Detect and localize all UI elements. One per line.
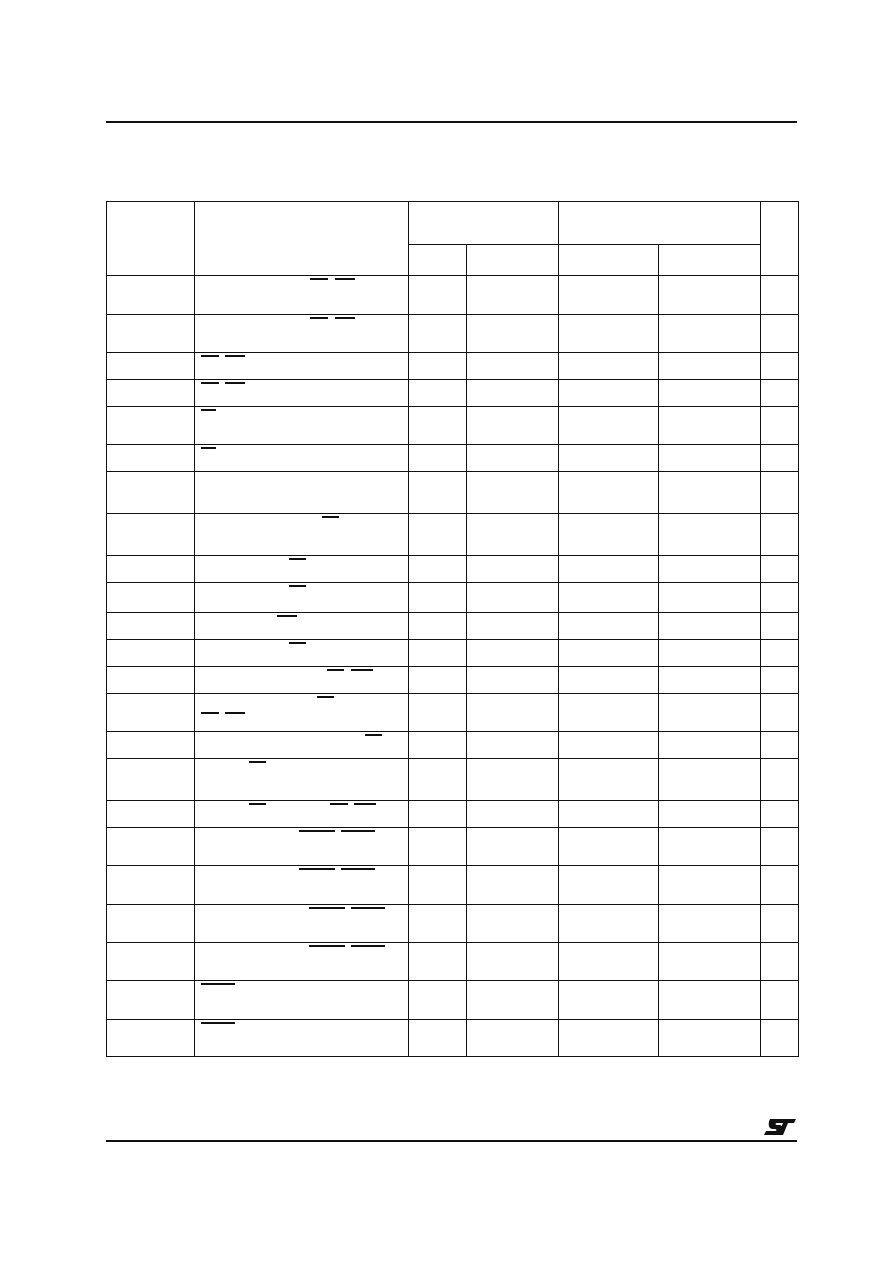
- table-cell: [559, 866, 659, 905]
- timing-table: [106, 201, 799, 1057]
- table-cell: [659, 828, 761, 866]
- table-cell: [761, 1020, 799, 1057]
- table-cell: [559, 613, 659, 640]
- table-cell: [409, 407, 467, 445]
- table-cell: [409, 514, 467, 556]
- table-cell: [761, 801, 799, 828]
- table-cell: [107, 472, 195, 514]
- table-cell: [559, 556, 659, 583]
- table-cell: [467, 276, 559, 315]
- table-cell: [467, 445, 559, 472]
- table-row: [107, 613, 799, 640]
- table-cell: [559, 1020, 659, 1057]
- table-cell: [107, 828, 195, 866]
- table-cell: [559, 694, 659, 732]
- table-cell: [761, 905, 799, 943]
- table-cell: [195, 583, 409, 613]
- table-cell: [467, 583, 559, 613]
- header-cell-a-min: [409, 245, 467, 276]
- table-cell: [107, 315, 195, 353]
- table-cell: [409, 315, 467, 353]
- table-cell: [107, 640, 195, 667]
- table-cell: [467, 828, 559, 866]
- table-cell: [659, 943, 761, 981]
- overbar-mark: [289, 642, 306, 644]
- st-logo-icon: [763, 1117, 797, 1137]
- table-cell: [761, 694, 799, 732]
- table-cell: [195, 640, 409, 667]
- table-cell: [761, 583, 799, 613]
- table-cell: [107, 276, 195, 315]
- table-row: [107, 732, 799, 759]
- table-cell: [195, 276, 409, 315]
- overbar-mark: [225, 712, 245, 714]
- overbar-mark: [335, 278, 355, 280]
- table-cell: [409, 759, 467, 801]
- table-cell: [659, 801, 761, 828]
- table-cell: [559, 801, 659, 828]
- table-cell: [559, 353, 659, 380]
- table-cell: [409, 694, 467, 732]
- table-cell: [761, 943, 799, 981]
- table-cell: [107, 694, 195, 732]
- table-cell: [409, 1020, 467, 1057]
- table-row: [107, 514, 799, 556]
- table-cell: [559, 407, 659, 445]
- table-row: [107, 583, 799, 613]
- table-cell: [409, 472, 467, 514]
- table-cell: [195, 1020, 409, 1057]
- table-cell: [559, 667, 659, 694]
- overbar-mark: [299, 830, 335, 832]
- table-cell: [559, 640, 659, 667]
- header-cell-group-a: [409, 202, 559, 245]
- table-cell: [409, 667, 467, 694]
- table-cell: [409, 905, 467, 943]
- overbar-mark: [310, 317, 328, 319]
- table-cell: [107, 759, 195, 801]
- table-cell: [467, 407, 559, 445]
- table-cell: [107, 353, 195, 380]
- table-cell: [195, 943, 409, 981]
- footer-rule: [106, 1140, 797, 1142]
- table-cell: [659, 315, 761, 353]
- table-cell: [107, 667, 195, 694]
- table-cell: [467, 514, 559, 556]
- overbar-mark: [309, 945, 345, 947]
- table-cell: [195, 905, 409, 943]
- overbar-mark: [317, 696, 334, 698]
- table-cell: [467, 732, 559, 759]
- overbar-mark: [289, 558, 306, 560]
- table-cell: [409, 981, 467, 1020]
- table-row: [107, 759, 799, 801]
- table-cell: [659, 759, 761, 801]
- table-cell: [107, 981, 195, 1020]
- table-cell: [107, 732, 195, 759]
- overbar-mark: [277, 615, 297, 617]
- overbar-mark: [322, 516, 339, 518]
- overbar-mark: [309, 907, 345, 909]
- table-cell: [659, 556, 761, 583]
- table-cell: [761, 613, 799, 640]
- overbar-mark: [351, 945, 385, 947]
- table-cell: [559, 732, 659, 759]
- header-cell-unit: [761, 202, 799, 276]
- table-row: [107, 981, 799, 1020]
- table-cell: [659, 1020, 761, 1057]
- table-cell: [659, 514, 761, 556]
- table-cell: [559, 905, 659, 943]
- table-cell: [467, 380, 559, 407]
- overbar-mark: [225, 382, 245, 384]
- overbar-mark: [201, 712, 219, 714]
- table-cell: [467, 905, 559, 943]
- table-cell: [195, 514, 409, 556]
- table-cell: [559, 276, 659, 315]
- overbar-mark: [289, 585, 306, 587]
- table-cell: [195, 556, 409, 583]
- table-cell: [559, 514, 659, 556]
- table-cell: [467, 556, 559, 583]
- table-cell: [107, 801, 195, 828]
- table-cell: [467, 613, 559, 640]
- table-row: [107, 315, 799, 353]
- table-cell: [467, 801, 559, 828]
- table-cell: [761, 556, 799, 583]
- table-row: [107, 905, 799, 943]
- table-cell: [467, 1020, 559, 1057]
- table-cell: [761, 759, 799, 801]
- overbar-mark: [351, 669, 373, 671]
- overbar-mark: [201, 983, 235, 985]
- table-cell: [195, 353, 409, 380]
- overbar-mark: [201, 1022, 235, 1024]
- overbar-mark: [249, 761, 266, 763]
- table-cell: [107, 407, 195, 445]
- table-cell: [195, 732, 409, 759]
- table-cell: [761, 828, 799, 866]
- table-cell: [409, 640, 467, 667]
- table-cell: [659, 640, 761, 667]
- table-cell: [409, 583, 467, 613]
- overbar-mark: [225, 355, 245, 357]
- table-cell: [107, 613, 195, 640]
- table-cell: [195, 315, 409, 353]
- overbar-mark: [249, 803, 266, 805]
- table-cell: [409, 613, 467, 640]
- overbar-mark: [365, 734, 382, 736]
- table-cell: [195, 828, 409, 866]
- table-cell: [559, 981, 659, 1020]
- table-cell: [195, 613, 409, 640]
- table-cell: [195, 380, 409, 407]
- header-cell-a-max: [467, 245, 559, 276]
- table-cell: [467, 640, 559, 667]
- table-row: [107, 353, 799, 380]
- table-cell: [559, 445, 659, 472]
- table-cell: [659, 732, 761, 759]
- table-cell: [409, 828, 467, 866]
- table-cell: [195, 801, 409, 828]
- header-cell-b-min: [559, 245, 659, 276]
- table-cell: [467, 472, 559, 514]
- table-cell: [107, 1020, 195, 1057]
- table-cell: [195, 981, 409, 1020]
- table-row: [107, 828, 799, 866]
- overbar-mark: [330, 803, 348, 805]
- overbar-mark: [201, 447, 216, 449]
- table-row: [107, 943, 799, 981]
- table-row: [107, 276, 799, 315]
- table-cell: [107, 556, 195, 583]
- table-cell: [467, 353, 559, 380]
- table-cell: [659, 445, 761, 472]
- table-cell: [559, 943, 659, 981]
- table-cell: [659, 866, 761, 905]
- table-cell: [409, 801, 467, 828]
- table-cell: [761, 640, 799, 667]
- overbar-mark: [341, 868, 375, 870]
- header-cell-symbol: [107, 202, 195, 276]
- table-cell: [659, 472, 761, 514]
- table-cell: [409, 943, 467, 981]
- table-row: [107, 445, 799, 472]
- table-cell: [467, 981, 559, 1020]
- table-cell: [409, 276, 467, 315]
- table-cell: [659, 667, 761, 694]
- table-row: [107, 380, 799, 407]
- table-cell: [107, 514, 195, 556]
- overbar-mark: [335, 317, 355, 319]
- table-row: [107, 407, 799, 445]
- table-cell: [559, 583, 659, 613]
- table-cell: [195, 445, 409, 472]
- table-cell: [761, 472, 799, 514]
- table-row: [107, 694, 799, 732]
- table-row: [107, 640, 799, 667]
- table-cell: [409, 445, 467, 472]
- table-cell: [761, 353, 799, 380]
- table-cell: [761, 981, 799, 1020]
- header-cell-parameter: [195, 202, 409, 276]
- table-cell: [559, 315, 659, 353]
- table-row: [107, 667, 799, 694]
- table-row: [107, 472, 799, 514]
- overbar-mark: [354, 803, 376, 805]
- table-cell: [467, 694, 559, 732]
- table-cell: [559, 828, 659, 866]
- overbar-mark: [201, 382, 219, 384]
- header-cell-group-b: [559, 202, 761, 245]
- table-cell: [195, 759, 409, 801]
- table-cell: [107, 445, 195, 472]
- table-row: [107, 801, 799, 828]
- table-cell: [659, 583, 761, 613]
- table-cell: [107, 866, 195, 905]
- overbar-mark: [201, 409, 216, 411]
- table-row: [107, 1020, 799, 1057]
- table-cell: [409, 732, 467, 759]
- overbar-mark: [201, 355, 219, 357]
- overbar-mark: [351, 907, 385, 909]
- header-rule: [106, 121, 797, 123]
- table-cell: [409, 866, 467, 905]
- overbar-mark: [341, 830, 375, 832]
- table-cell: [195, 866, 409, 905]
- table-cell: [761, 380, 799, 407]
- table-cell: [467, 866, 559, 905]
- table-cell: [107, 380, 195, 407]
- table-cell: [409, 380, 467, 407]
- table-cell: [467, 315, 559, 353]
- overbar-mark: [299, 868, 335, 870]
- table-cell: [761, 667, 799, 694]
- table-cell: [761, 514, 799, 556]
- table-cell: [761, 407, 799, 445]
- table-cell: [761, 445, 799, 472]
- overbar-mark: [310, 278, 328, 280]
- table-cell: [559, 472, 659, 514]
- table-cell: [761, 315, 799, 353]
- table-cell: [659, 905, 761, 943]
- table-cell: [659, 981, 761, 1020]
- overbar-mark: [327, 669, 344, 671]
- table-cell: [195, 667, 409, 694]
- table-cell: [761, 276, 799, 315]
- table-cell: [659, 407, 761, 445]
- table-cell: [659, 276, 761, 315]
- header-cell-b-max: [659, 245, 761, 276]
- table-cell: [467, 667, 559, 694]
- table-cell: [659, 613, 761, 640]
- table-cell: [467, 759, 559, 801]
- table-cell: [107, 943, 195, 981]
- table-row: [107, 556, 799, 583]
- table-cell: [195, 694, 409, 732]
- table-cell: [467, 943, 559, 981]
- table-cell: [761, 732, 799, 759]
- table-cell: [107, 905, 195, 943]
- table-cell: [195, 472, 409, 514]
- table-cell: [559, 759, 659, 801]
- table-cell: [195, 407, 409, 445]
- table-cell: [409, 556, 467, 583]
- table-cell: [409, 353, 467, 380]
- table-cell: [107, 583, 195, 613]
- table-row: [107, 866, 799, 905]
- table-cell: [659, 380, 761, 407]
- table-cell: [761, 866, 799, 905]
- table-cell: [659, 353, 761, 380]
- table-cell: [659, 694, 761, 732]
- table-cell: [559, 380, 659, 407]
